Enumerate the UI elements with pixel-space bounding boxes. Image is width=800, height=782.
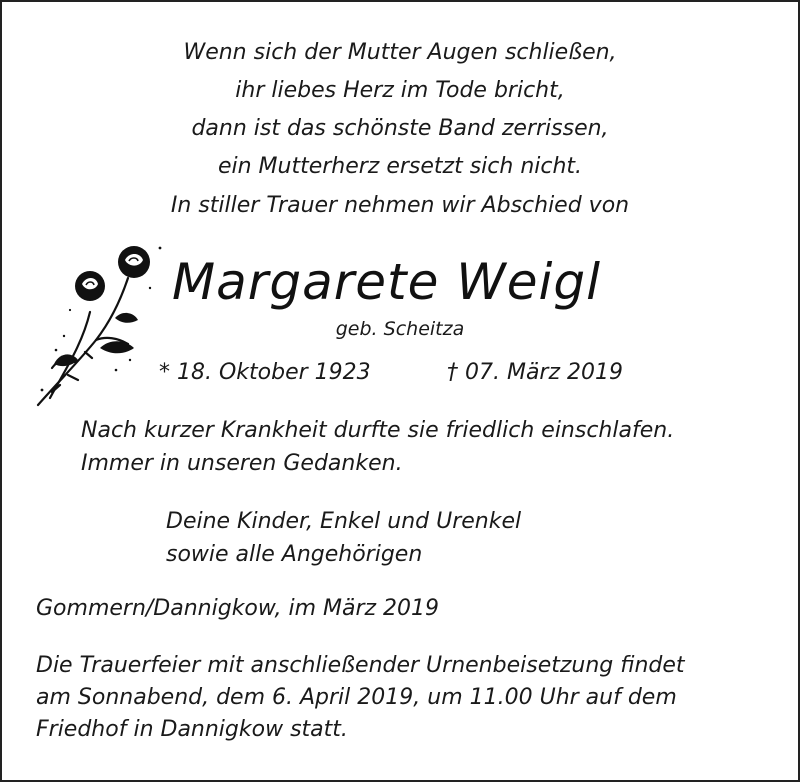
maiden-name: geb. Scheitza xyxy=(335,318,465,340)
signers xyxy=(166,505,521,571)
message xyxy=(81,414,674,480)
ceremony-line-3: Friedhof in Dannigkow statt. xyxy=(36,717,348,742)
signers-line-2: sowie alle Angehörigen xyxy=(166,542,423,567)
message-line-2: Immer in unseren Gedanken. xyxy=(81,451,403,476)
farewell-intro: In stiller Trauer nehmen wir Abschied von xyxy=(170,193,630,218)
poem-line-4: ein Mutterherz ersetzt sich nicht. xyxy=(217,154,583,179)
birth-date: * 18. Oktober 1923 xyxy=(159,360,371,385)
signers-line-1: Deine Kinder, Enkel und Urenkel xyxy=(166,509,522,534)
ceremony-info xyxy=(36,650,685,746)
message-line-1: Nach kurzer Krankheit durfte sie friedlich einschlafen. xyxy=(81,418,675,443)
place-date: Gommern/Dannigkow, im März 2019 xyxy=(36,596,440,621)
ceremony-line-2: am Sonnabend, dem 6. April 2019, um 11.00 Uhr auf dem xyxy=(36,685,677,710)
poem-line-1: Wenn sich der Mutter Augen schließen, xyxy=(183,40,617,65)
ceremony-line-1: Die Trauerfeier mit anschließender Urnenbeisetzung findet xyxy=(36,653,685,678)
poem-line-3: dann ist das schönste Band zerrissen, xyxy=(191,116,609,141)
poem-line-2: ihr liebes Herz im Tode bricht, xyxy=(235,78,565,103)
deceased-name: Margarete Weigl xyxy=(172,253,602,311)
poem xyxy=(2,34,798,186)
death-date: † 07. März 2019 xyxy=(447,360,624,385)
